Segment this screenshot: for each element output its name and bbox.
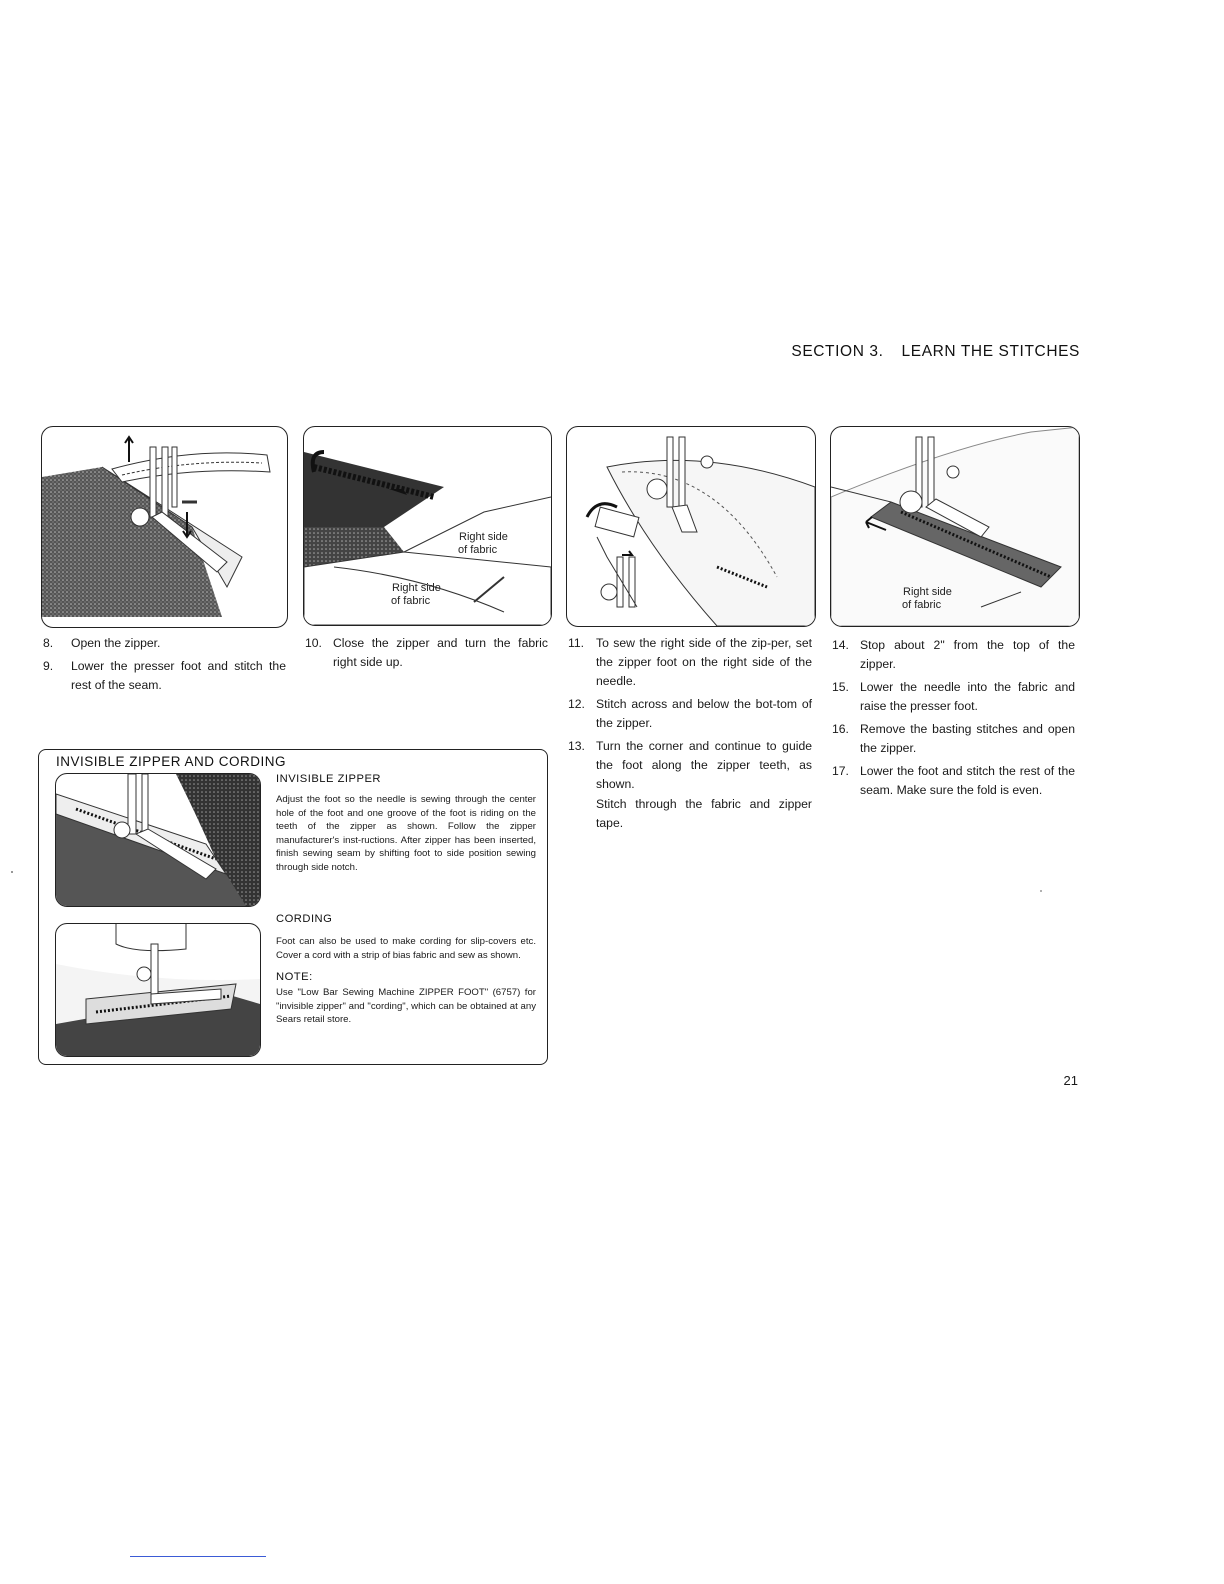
step-number: 16.: [832, 722, 849, 736]
step-8: [43, 634, 286, 653]
steps-column-3: [568, 634, 812, 837]
step-text: Lower the needle into the fabric and raise the presser foot.: [860, 680, 1075, 713]
fig4-label-line1: Right side: [903, 586, 952, 598]
box-title: INVISIBLE ZIPPER AND CORDING: [56, 754, 287, 769]
step-number: 14.: [832, 638, 849, 652]
cording-section: [276, 913, 536, 1027]
step-text: Lower the foot and stitch the rest of the seam. Make sure the fold is even.: [860, 764, 1075, 797]
step-number: 12.: [568, 697, 585, 711]
scan-speck: [1040, 890, 1042, 892]
step-extra-text: Stitch through the fabric and zipper tape.: [596, 797, 812, 830]
step-number: 9.: [43, 659, 54, 673]
step-10: [305, 634, 548, 672]
footer-rule: [130, 1556, 266, 1557]
step-text: Stitch across and below the bot-tom of the zipper.: [596, 697, 812, 730]
step-15: [832, 678, 1075, 716]
step-text: To sew the right side of the zip-per, set the zipper foot on the right side of the needle.: [596, 636, 812, 688]
step-text: Open the zipper.: [71, 636, 161, 650]
cording-text: Foot can also be used to make cording for slip-covers etc. Cover a cord with a strip of bias fabric and sew as shown.: [276, 936, 536, 961]
step-17: [832, 762, 1075, 800]
note-text: Use "Low Bar Sewing Machine ZIPPER FOOT" (6757) for "invisible zipper" and "cording", which can be obtained at any Sears retail store.: [276, 987, 536, 1026]
step-12: [568, 695, 812, 733]
step-text: Lower the presser foot and stitch the rest of the seam.: [71, 659, 286, 692]
step-number: 8.: [43, 636, 54, 650]
invisible-zipper-illustration: [56, 774, 260, 906]
steps-column-4: [832, 636, 1075, 804]
invisible-zipper-section: [276, 773, 536, 875]
step-text: Close the zipper and turn the fabric right side up.: [333, 636, 548, 669]
sew-right-side-illustration: [567, 427, 815, 626]
step-9: [43, 657, 286, 695]
step-number: 15.: [832, 680, 849, 694]
page-number: 21: [1063, 1073, 1078, 1088]
cording-illustration: [56, 924, 260, 1056]
step-number: 11.: [568, 636, 585, 650]
section-header: [700, 343, 1080, 361]
fig2-label1-line1: Right side: [459, 531, 508, 543]
figure-stop-before-top: [830, 426, 1080, 627]
section-number: SECTION 3.: [791, 343, 884, 360]
step-11: [568, 634, 812, 691]
figure-close-zipper: [303, 426, 552, 626]
step-13: [568, 737, 812, 833]
figure-sew-right-side: [566, 426, 816, 627]
steps-column-2: [305, 634, 548, 676]
steps-column-1: [43, 634, 286, 699]
step-number: 17.: [832, 764, 849, 778]
fig2-label1-line2: of fabric: [458, 544, 498, 556]
fig2-label2-line2: of fabric: [391, 595, 431, 607]
invisible-zipper-heading: INVISIBLE ZIPPER: [276, 773, 381, 785]
figure-invisible-zipper: [55, 773, 261, 907]
cording-heading: CORDING: [276, 913, 333, 925]
stop-before-top-illustration: [831, 427, 1079, 626]
fig2-label2-line1: Right side: [392, 582, 441, 594]
open-zipper-illustration: [42, 427, 287, 627]
step-number: 10.: [305, 636, 322, 650]
step-text: Stop about 2" from the top of the zipper.: [860, 638, 1075, 671]
step-text: Turn the corner and continue to guide the foot along the zipper teeth, as shown.: [596, 739, 812, 791]
section-title: LEARN THE STITCHES: [901, 343, 1080, 360]
fig4-label-line2: of fabric: [902, 599, 942, 611]
close-zipper-illustration: [304, 427, 551, 625]
figure-cording: [55, 923, 261, 1057]
step-text: Remove the basting stitches and open the zipper.: [860, 722, 1075, 755]
invisible-zipper-text: Adjust the foot so the needle is sewing through the center hole of the foot and one groove of the foot is riding on the teeth of the zipper as shown. Follow the zipper manufacturer's inst-ructions. After zipper has been inserted, finish sewing seam by shifting foot to side position sewing through side notch.: [276, 794, 536, 873]
figure-open-zipper: [41, 426, 288, 628]
scan-speck: [11, 871, 13, 873]
note-heading: NOTE:: [276, 971, 313, 984]
step-14: [832, 636, 1075, 674]
step-16: [832, 720, 1075, 758]
step-number: 13.: [568, 739, 585, 753]
